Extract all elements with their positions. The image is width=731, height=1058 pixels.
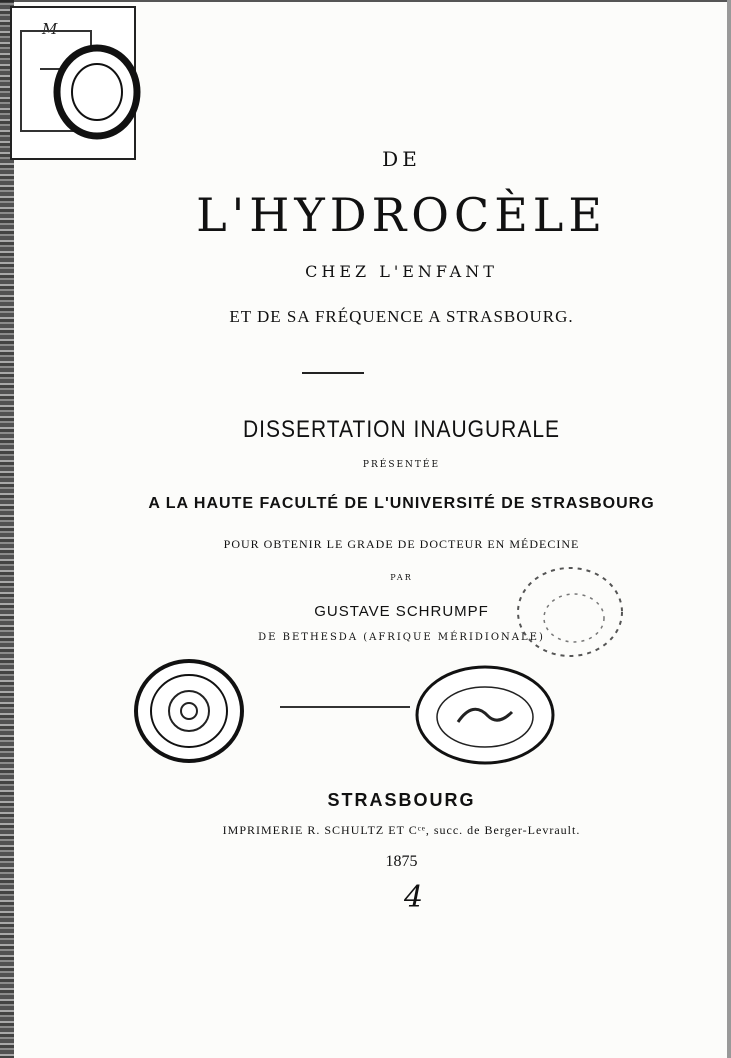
library-stamp-top-left bbox=[52, 40, 142, 140]
top-edge bbox=[0, 0, 731, 2]
title-prefix: DE bbox=[382, 147, 421, 171]
shelfmark-handwriting: M bbox=[42, 20, 58, 38]
imprint-city: STRASBOURG bbox=[327, 790, 476, 810]
by-label: PAR bbox=[390, 573, 413, 582]
library-stamp-right bbox=[410, 660, 560, 770]
subtitle-line-1: CHEZ L'ENFANT bbox=[305, 262, 498, 281]
dissertation-type: DISSERTATION INAUGURALE bbox=[242, 416, 561, 443]
subtitle-line-2: ET DE SA FRÉQUENCE A STRASBOURG. bbox=[229, 307, 574, 326]
divider-2 bbox=[280, 706, 410, 708]
author-origin: DE BETHESDA (AFRIQUE MÉRIDIONALE) bbox=[258, 632, 545, 643]
page-title: L'HYDROCÈLE bbox=[196, 188, 607, 242]
presentee-label: PRÉSENTÉE bbox=[362, 460, 441, 470]
divider-1 bbox=[302, 372, 364, 374]
faculty-line: A LA HAUTE FACULTÉ DE L'UNIVERSITÉ DE STRASBOURG bbox=[148, 495, 655, 512]
degree-purpose: POUR OBTENIR LE GRADE DE DOCTEUR EN MÉDECINE bbox=[223, 537, 580, 551]
library-stamp-right-top bbox=[510, 560, 630, 665]
handwritten-mark: 4 bbox=[404, 880, 424, 915]
author-name: GUSTAVE SCHRUMPF bbox=[314, 603, 489, 620]
imprint-printer: IMPRIMERIE R. SCHULTZ ET Cᶜᵉ, succ. de Berger-Levrault. bbox=[222, 823, 581, 837]
imprint-year: 1875 bbox=[385, 853, 418, 870]
library-stamp-left bbox=[130, 655, 248, 767]
